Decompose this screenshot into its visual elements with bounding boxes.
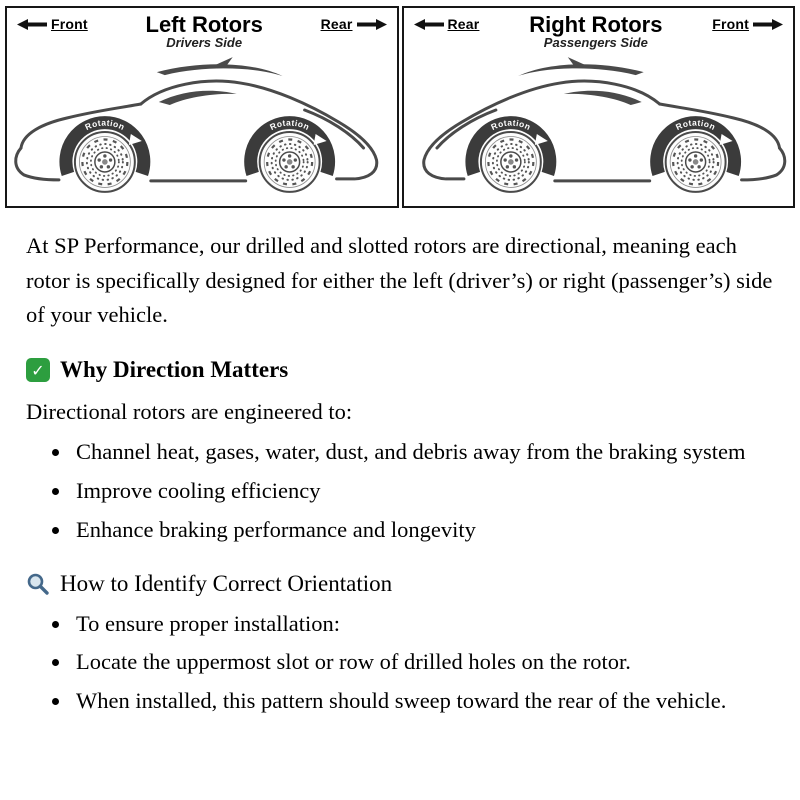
list-item: • When installed, this pattern should sweep toward the rear of the vehicle. (72, 684, 774, 718)
right-panel-title-block (529, 13, 662, 50)
magnifier-icon (26, 572, 50, 596)
front-rotor-icon (665, 132, 725, 192)
right-panel-front-direction (712, 16, 783, 32)
intro-paragraph: At SP Performance, our drilled and slotted rotors are directional, meaning each rotor is specifically designed for either the left (driver’s) or right (passenger’s) side of your vehicle. (26, 232, 773, 328)
arrow-left-icon (414, 19, 444, 30)
heading-text: How to Identify Correct Orientation (60, 570, 393, 596)
section-heading-orientation (26, 571, 774, 597)
panel-title: Left Rotors (145, 12, 263, 37)
panel-subtitle: Drivers Side (166, 35, 243, 51)
arrow-left-icon (17, 19, 47, 30)
left-panel-front-direction (17, 16, 88, 32)
direction-label: Front (712, 16, 749, 32)
left-panel-rear-direction (321, 16, 387, 32)
panel-title: Right Rotors (529, 12, 663, 37)
car-body (16, 57, 377, 181)
rotation-label: Rotation (268, 117, 312, 132)
right-panel-rear-direction (414, 16, 480, 32)
right-car-illustration (404, 50, 794, 206)
direction-benefits-list (26, 435, 774, 546)
left-car-illustration (7, 50, 397, 206)
check-icon: ✓ (26, 358, 50, 382)
direction-label: Rear (320, 16, 353, 32)
right-panel-header (404, 8, 794, 50)
arrow-right-icon (753, 19, 783, 30)
arrow-right-icon (357, 19, 387, 30)
left-panel-title-block (146, 13, 263, 50)
list-item: • Improve cooling efficiency (72, 474, 774, 508)
orientation-steps-list (26, 607, 774, 718)
direction-label: Front (51, 16, 88, 32)
rotation-label: Rotation (673, 117, 717, 132)
right-rotors-panel (402, 6, 796, 208)
panel-subtitle: Passengers Side (543, 35, 648, 51)
list-item: • Enhance braking performance and longevity (72, 513, 774, 547)
list-item: • Channel heat, gases, water, dust, and debris away from the braking system (72, 435, 774, 469)
rotor-direction-diagram (0, 0, 800, 212)
left-rotors-panel (5, 6, 399, 208)
left-panel-header (7, 8, 397, 50)
lead-paragraph: Directional rotors are engineered to: (26, 399, 353, 425)
car-body-mirrored (423, 57, 784, 181)
article-body (0, 229, 800, 718)
direction-label: Rear (447, 16, 480, 32)
rear-rotor-icon (260, 132, 320, 192)
front-rotor-icon (75, 132, 135, 192)
heading-text: Why Direction Matters (60, 357, 289, 383)
rotation-label: Rotation (83, 117, 127, 132)
list-item: • To ensure proper installation: (72, 607, 774, 641)
section-heading-direction (26, 357, 774, 383)
list-item: • Locate the uppermost slot or row of drilled holes on the rotor. (72, 645, 774, 679)
rotation-label: Rotation (488, 117, 532, 132)
rear-rotor-icon (480, 132, 540, 192)
